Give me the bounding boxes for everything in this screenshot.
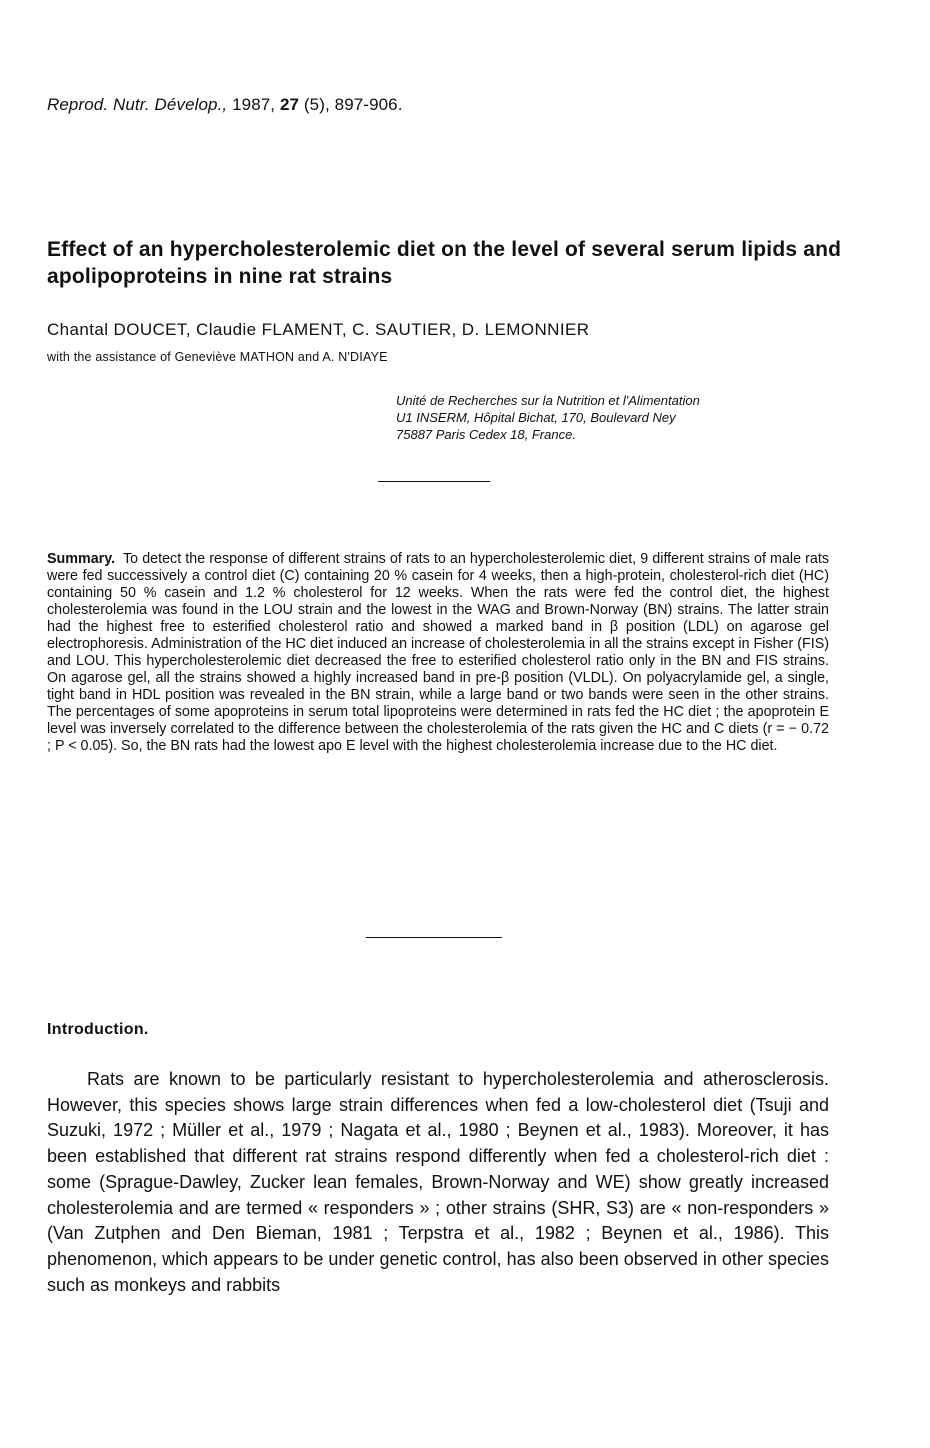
assistance-note: with the assistance of Geneviève MATHON and A. N'DIAYE (47, 350, 388, 364)
summary-paragraph (47, 551, 829, 755)
affiliation-line-2: U1 INSERM, Hôpital Bichat, 170, Boulevard Ney (396, 410, 676, 425)
affiliation (396, 392, 836, 443)
author-list: Chantal DOUCET, Claudie FLAMENT, C. SAUTIER, D. LEMONNIER (47, 320, 590, 339)
divider-bottom (366, 937, 502, 938)
journal-year: 1987, (232, 95, 276, 114)
divider-top (378, 481, 490, 482)
journal-issue: (5), (303, 95, 330, 114)
journal-name: Reprod. Nutr. Dévelop., (47, 95, 228, 114)
journal-citation (47, 95, 403, 115)
introduction-paragraph: Rats are known to be particularly resistant to hypercholesterolemia and atherosclerosis. However, this species shows large strain differences when fed a low-cholesterol diet (Tsuji and Suzuki, 1972 ; Müller et al., 1979 ; Nagata et al., 1980 ; Beynen et al., 1983). Moreover, it has been established that different rat strains respond differently when fed a cholesterol-rich diet : some (Sprague-Dawley, Zucker lean females, Brown-Norway and WE) show greatly increased cholesterolemia and are termed « responders » ; other strains (SHR, S3) are « non-responders » (Van Zutphen and Den Bieman, 1981 ; Terpstra et al., 1982 ; Beynen et al., 1986). This phenomenon, which appears to be under genetic control, has also been observed in other species such as monkeys and rabbits (47, 1069, 829, 1295)
introduction-heading: Introduction. (47, 1021, 149, 1038)
affiliation-line-3: 75887 Paris Cedex 18, France. (396, 427, 576, 442)
affiliation-line-1: Unité de Recherches sur la Nutrition et l'Alimentation (396, 393, 700, 408)
summary-label: Summary. (47, 551, 116, 567)
journal-pages: 897-906. (334, 95, 403, 114)
paper-title: Effect of an hypercholesterolemic diet on the level of several serum lipids and apolipoproteins in nine rat strains (47, 238, 842, 288)
summary-text: To detect the response of different strains of rats to an hypercholesterolemic diet, 9 different strains of male rats were fed successively a control diet (C) containing 20 % casein for 4 weeks, then a high-protein, cholesterol-rich diet (HC) containing 50 % casein and 1.2 % cholesterol for 12 weeks. When the rats were fed the control diet, the highest cholesterolemia was found in the LOU strain and the lowest in the WAG and Brown-Norway (BN) strains. The latter strain had the highest free to esterified cholesterol ratio and showed a marked band in β position (LDL) on agarose gel electrophoresis. Administration of the HC diet induced an increase of cholesterolemia in all the strains except in Fisher (FIS) and LOU. This hypercholesterolemic diet decreased the free to esterified cholesterol ratio only in the BN and FIS strains. On agarose gel, all the strains showed a highly increased band in pre-β position (VLDL). On polyacrylamide gel, a single, tight band in HDL position was revealed in the BN strain, while a large band or two bands were seen in the other strains. The percentages of some apoproteins in serum total lipoproteins were determined in rats fed the HC diet ; the apoprotein E level was inversely correlated to the difference between the cholesterolemia of the rats given the HC and C diets (r = − 0.72 ; P < 0.05). So, the BN rats had the lowest apo E level with the highest cholesterolemia increase due to the HC diet. (47, 551, 829, 754)
journal-volume: 27 (279, 95, 300, 114)
